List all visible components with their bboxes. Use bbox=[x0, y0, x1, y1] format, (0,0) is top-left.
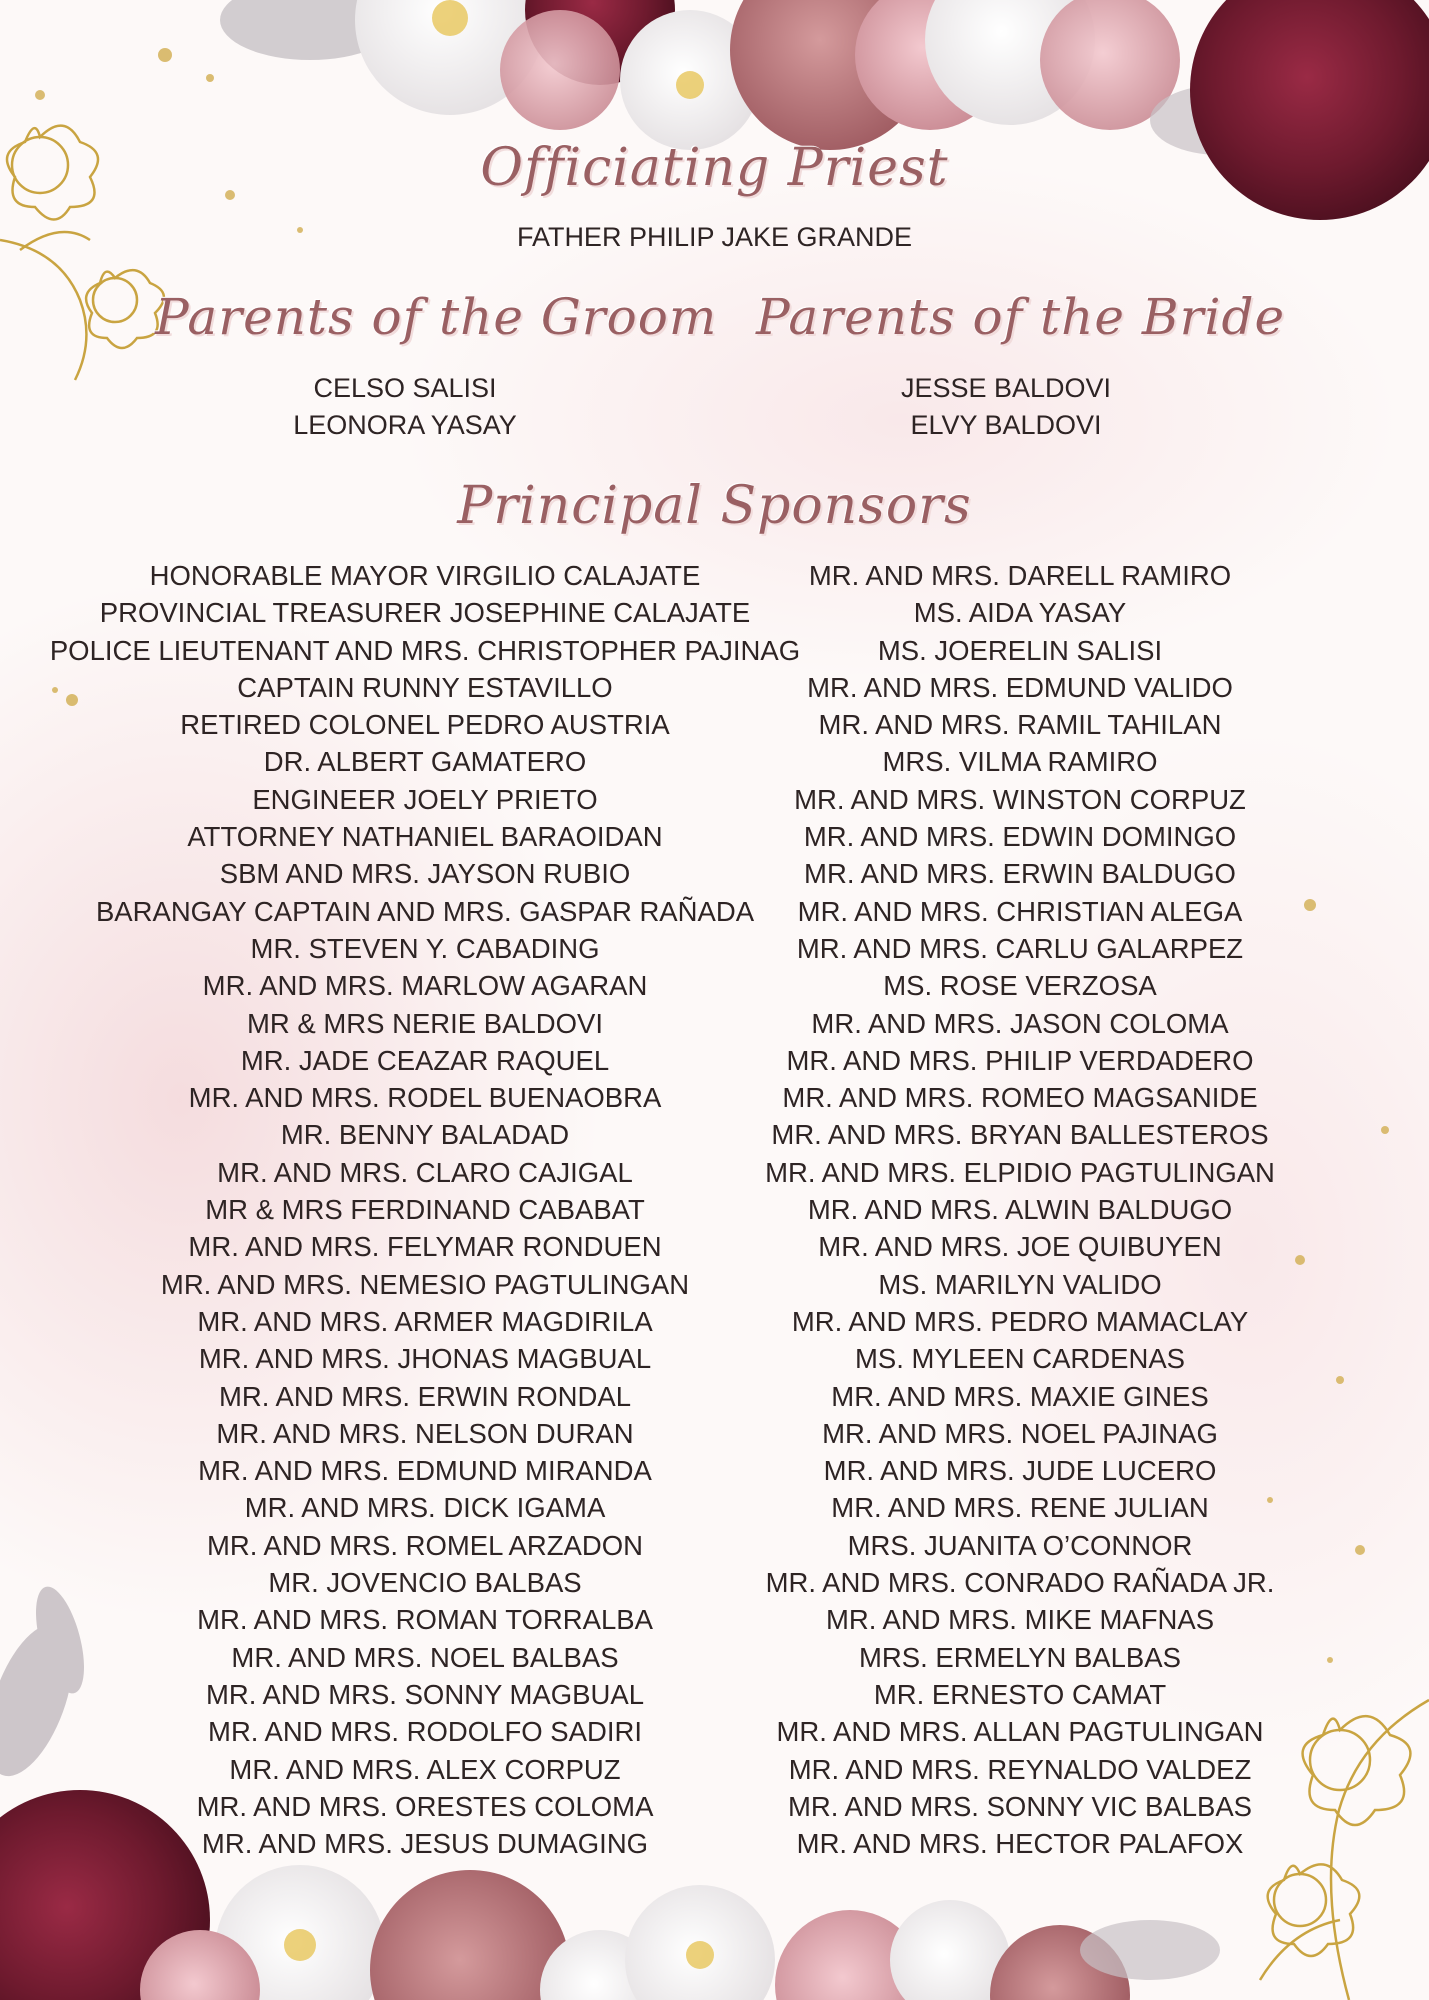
sponsor-name: ATTORNEY NATHANIEL BARAOIDAN bbox=[187, 821, 663, 853]
sponsor-name: CAPTAIN RUNNY ESTAVILLO bbox=[237, 671, 613, 703]
sponsors-right-column bbox=[760, 557, 1280, 1862]
sponsor-name: BARANGAY CAPTAIN AND MRS. GASPAR RAÑADA bbox=[95, 895, 755, 927]
bride-parents-names bbox=[806, 370, 1206, 444]
sponsor-name: MR. JOVENCIO BALBAS bbox=[268, 1567, 582, 1599]
sponsor-name: MR. JADE CEAZAR RAQUEL bbox=[240, 1044, 610, 1076]
sponsor-name: MR. AND MRS. JHONAS MAGBUAL bbox=[198, 1343, 652, 1375]
sponsor-name: MR. AND MRS. RODOLFO SADIRI bbox=[208, 1716, 642, 1748]
sponsor-name: MR. AND MRS. PEDRO MAMACLAY bbox=[791, 1305, 1249, 1337]
sponsor-name: MR. AND MRS. ALWIN BALDUGO bbox=[807, 1194, 1233, 1226]
sponsor-name: MR. AND MRS. JESUS DUMAGING bbox=[201, 1828, 649, 1860]
sponsor-name: MR. AND MRS. NEMESIO PAGTULINGAN bbox=[160, 1268, 690, 1300]
sponsor-name: MR. AND MRS. RAMIL TAHILAN bbox=[818, 709, 1222, 741]
groom-father-name: CELSO SALISI bbox=[313, 373, 497, 403]
sponsor-name: MR. AND MRS. EDMUND VALIDO bbox=[807, 671, 1233, 703]
sponsor-name: MR. AND MRS. CARLU GALARPEZ bbox=[796, 932, 1244, 964]
sponsor-name: MR. AND MRS. WINSTON CORPUZ bbox=[794, 783, 1246, 815]
sponsor-name: MS. MARILYN VALIDO bbox=[878, 1268, 1162, 1300]
sponsor-name: ENGINEER JOELY PRIETO bbox=[252, 783, 598, 815]
sponsor-name: MR. AND MRS. CHRISTIAN ALEGA bbox=[797, 895, 1243, 927]
bride-mother-name: ELVY BALDOVI bbox=[910, 410, 1102, 440]
sponsor-name: DR. ALBERT GAMATERO bbox=[263, 746, 587, 778]
sponsor-name: MR. AND MRS. ROMAN TORRALBA bbox=[197, 1604, 653, 1636]
principal-sponsors-heading: Principal Sponsors bbox=[457, 476, 972, 536]
sponsor-name: SBM AND MRS. JAYSON RUBIO bbox=[219, 858, 631, 890]
sponsor-name: MR. AND MRS. MAXIE GINES bbox=[831, 1380, 1209, 1412]
sponsor-name: MR. ERNESTO CAMAT bbox=[873, 1678, 1167, 1710]
sponsor-name: MR. AND MRS. JOE QUIBUYEN bbox=[818, 1231, 1222, 1263]
sponsor-name: MR. AND MRS. HECTOR PALAFOX bbox=[796, 1828, 1244, 1860]
sponsor-name: HONORABLE MAYOR VIRGILIO CALAJATE bbox=[149, 560, 701, 591]
sponsor-name: MR & MRS NERIE BALDOVI bbox=[246, 1007, 604, 1039]
sponsor-name: MR & MRS FERDINAND CABABAT bbox=[205, 1194, 645, 1226]
sponsor-name: MR. AND MRS. CLARO CAJIGAL bbox=[217, 1156, 633, 1188]
sponsor-name: MR. AND MRS. RODEL BUENAOBRA bbox=[188, 1082, 662, 1114]
sponsor-name: MR. AND MRS. JUDE LUCERO bbox=[823, 1455, 1217, 1487]
sponsor-name: MR. AND MRS. NOEL PAJINAG bbox=[822, 1417, 1218, 1449]
sponsor-name: MR. AND MRS. ERWIN RONDAL bbox=[218, 1380, 632, 1412]
sponsor-name: MR. AND MRS. DARELL RAMIRO bbox=[808, 560, 1232, 591]
sponsor-name: RETIRED COLONEL PEDRO AUSTRIA bbox=[180, 709, 670, 741]
sponsor-name: MR. AND MRS. BRYAN BALLESTEROS bbox=[771, 1119, 1269, 1151]
sponsors-left-column bbox=[40, 557, 810, 1862]
sponsor-name: MR. AND MRS. MIKE MAFNAS bbox=[825, 1604, 1215, 1636]
sponsor-name: MR. AND MRS. FELYMAR RONDUEN bbox=[188, 1231, 662, 1263]
sponsor-name: MR. AND MRS. SONNY MAGBUAL bbox=[205, 1678, 645, 1710]
sponsor-name: MR. AND MRS. NOEL BALBAS bbox=[231, 1641, 619, 1673]
sponsor-name: MR. STEVEN Y. CABADING bbox=[250, 932, 600, 964]
sponsor-name: MRS. JUANITA O’CONNOR bbox=[847, 1529, 1193, 1561]
groom-parents-heading: Parents of the Groom bbox=[155, 288, 718, 346]
sponsor-name: MS. MYLEEN CARDENAS bbox=[854, 1343, 1186, 1375]
sponsor-name: MS. ROSE VERZOSA bbox=[883, 970, 1157, 1002]
sponsor-name: MR. AND MRS. RENE JULIAN bbox=[831, 1492, 1209, 1524]
groom-parents-names bbox=[205, 370, 605, 444]
bride-father-name: JESSE BALDOVI bbox=[900, 373, 1112, 403]
sponsor-name: MR. AND MRS. ALEX CORPUZ bbox=[229, 1753, 621, 1785]
sponsor-name: POLICE LIEUTENANT AND MRS. CHRISTOPHER PAJINAG bbox=[49, 634, 801, 666]
sponsor-name: MR. AND MRS. ARMER MAGDIRILA bbox=[197, 1305, 653, 1337]
sponsor-name: MR. AND MRS. REYNALDO VALDEZ bbox=[788, 1753, 1252, 1785]
groom-mother-name: LEONORA YASAY bbox=[293, 410, 517, 440]
sponsor-name: MR. AND MRS. JASON COLOMA bbox=[811, 1007, 1229, 1039]
sponsor-name: MR. BENNY BALADAD bbox=[280, 1119, 570, 1151]
sponsor-name: MRS. ERMELYN BALBAS bbox=[859, 1641, 1181, 1673]
sponsor-name: MR. AND MRS. NELSON DURAN bbox=[216, 1417, 634, 1449]
sponsor-name: MR. AND MRS. EDWIN DOMINGO bbox=[803, 821, 1237, 853]
sponsor-name: MR. AND MRS. CONRADO RAÑADA JR. bbox=[765, 1567, 1275, 1599]
sponsor-name: MR. AND MRS. ELPIDIO PAGTULINGAN bbox=[765, 1156, 1275, 1188]
sponsor-name: MR. AND MRS. SONNY VIC BALBAS bbox=[787, 1790, 1253, 1822]
sponsor-name: PROVINCIAL TREASURER JOSEPHINE CALAJATE bbox=[99, 597, 751, 629]
sponsor-name: MR. AND MRS. ROMEO MAGSANIDE bbox=[782, 1082, 1258, 1114]
officiating-priest-heading: Officiating Priest bbox=[480, 138, 949, 198]
sponsor-name: MS. AIDA YASAY bbox=[913, 597, 1127, 629]
sponsor-name: MR. AND MRS. ROMEL ARZADON bbox=[207, 1529, 643, 1561]
bride-parents-heading: Parents of the Bride bbox=[756, 288, 1286, 346]
sponsor-name: MS. JOERELIN SALISI bbox=[877, 634, 1163, 666]
officiating-priest-name: FATHER PHILIP JAKE GRANDE bbox=[516, 222, 913, 252]
sponsor-name: MR. AND MRS. ERWIN BALDUGO bbox=[804, 858, 1236, 890]
sponsor-name: MR. AND MRS. MARLOW AGARAN bbox=[202, 970, 648, 1002]
sponsor-name: MR. AND MRS. PHILIP VERDADERO bbox=[786, 1044, 1254, 1076]
sponsor-name: MR. AND MRS. ORESTES COLOMA bbox=[196, 1790, 654, 1822]
sponsor-name: MR. AND MRS. EDMUND MIRANDA bbox=[198, 1455, 652, 1487]
sponsor-name: MRS. VILMA RAMIRO bbox=[882, 746, 1158, 778]
sponsor-name: MR. AND MRS. DICK IGAMA bbox=[244, 1492, 606, 1524]
sponsor-name: MR. AND MRS. ALLAN PAGTULINGAN bbox=[776, 1716, 1264, 1748]
